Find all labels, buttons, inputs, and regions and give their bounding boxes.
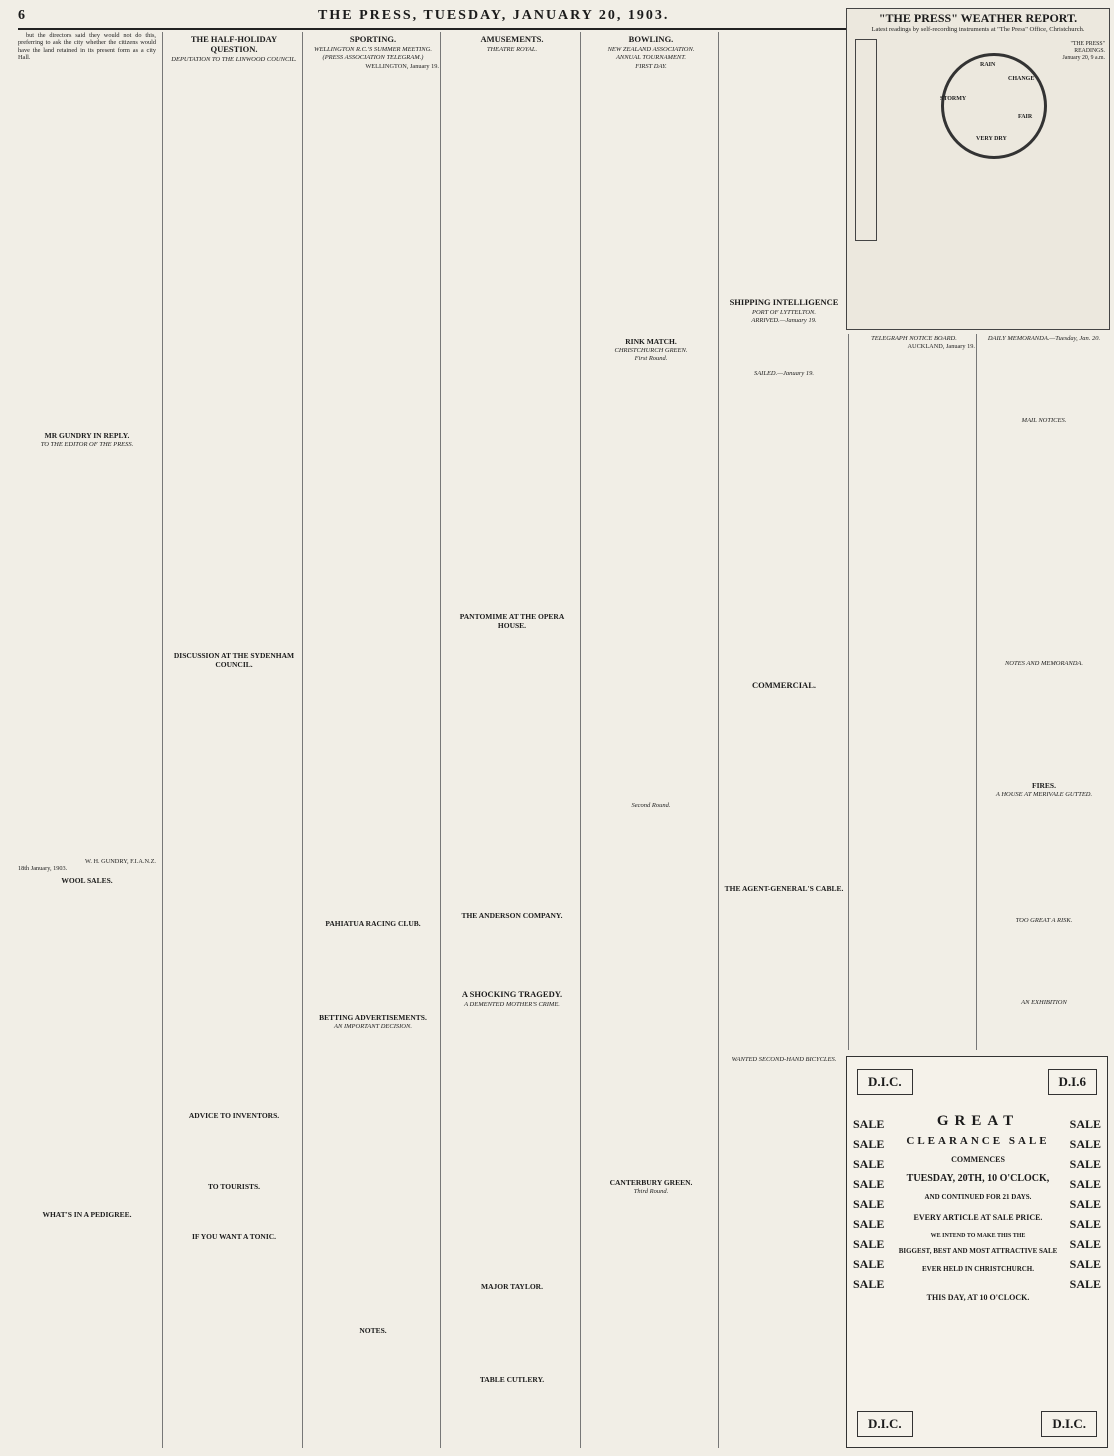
dial-label-fair: FAIR (1018, 114, 1033, 120)
risk-heading: TOO GREAT A RISK. (1015, 916, 1073, 924)
text-block (723, 378, 845, 677)
sale-word: SALE (853, 1137, 885, 1151)
text-block (981, 426, 1107, 660)
sale-word: SALE (1069, 1277, 1101, 1291)
dateline: WELLINGTON, January 19. (365, 62, 439, 70)
sailed-heading: SAILED.—January 19. (753, 370, 815, 378)
sale-word: SALE (853, 1117, 885, 1131)
weather-title: "THE PRESS" WEATHER REPORT. (878, 11, 1078, 25)
tournament-heading: ANNUAL TOURNAMENT. (615, 54, 687, 62)
agent-general-heading: THE AGENT-GENERAL'S CABLE. (724, 884, 844, 894)
text-block (981, 925, 1107, 998)
text-block (585, 71, 717, 334)
association-heading: NEW ZEALAND ASSOCIATION. (607, 46, 695, 53)
sale-word: SALE (853, 1237, 885, 1251)
weather-instruments (847, 33, 1109, 253)
column-7 (848, 334, 975, 1050)
text-block (18, 449, 156, 858)
sale-word: SALE (1069, 1177, 1101, 1191)
text-block (723, 32, 845, 295)
thermometer-icon (855, 39, 877, 241)
column-5 (580, 32, 717, 1448)
arrived-heading: ARRIVED.—January 19. (751, 316, 817, 324)
third-round: Third Round. (633, 1188, 669, 1196)
masthead-title: THE PRESS, TUESDAY, JANUARY 20, 1903. (318, 8, 670, 23)
sale-word: SALE (1069, 1237, 1101, 1251)
text-block (445, 54, 579, 609)
text-block (723, 894, 845, 1055)
theatre-heading: THEATRE ROYAL. (486, 46, 538, 53)
port-heading: PORT OF LYTTELTON. (752, 308, 816, 316)
text-block (723, 692, 845, 882)
column-6 (718, 32, 845, 1448)
letter-heading: MR GUNDRY IN REPLY. (44, 431, 130, 441)
tragedy-subheading: A DEMENTED MOTHER'S CRIME. (464, 1000, 560, 1008)
text-block (18, 886, 156, 1207)
sale-word: SALE (1069, 1257, 1101, 1271)
amusements-heading: AMUSEMENTS. (480, 34, 544, 44)
advert-intend: WE INTEND TO MAKE THIS THE (930, 1233, 1026, 1239)
meeting-heading: WELLINGTON R.C.'S SUMMER MEETING. (314, 46, 432, 53)
canterbury-heading: CANTERBURY GREEN. (609, 1178, 693, 1188)
rink-subheading: CHRISTCHURCH GREEN. (614, 346, 688, 354)
advert-clearance: CLEARANCE SALE (906, 1135, 1050, 1147)
first-day: FIRST DAY. (635, 62, 667, 70)
text-block (167, 670, 301, 1108)
pedigree-heading: WHAT'S IN A PEDIGREE. (42, 1209, 132, 1219)
dial-label-very-dry: VERY DRY (976, 136, 1007, 142)
auckland-dateline: AUCKLAND, January 19. (907, 343, 975, 351)
advert-great: GREAT (936, 1113, 1020, 1129)
dial-label-change: CHANGE (1008, 76, 1035, 82)
weather-report (846, 8, 1110, 330)
dic-advertisement (846, 1056, 1108, 1448)
shipping-heading: SHIPPING INTELLIGENCE (729, 296, 839, 307)
sale-word: SALE (1069, 1117, 1101, 1131)
inventors-heading: ADVICE TO INVENTORS. (188, 1110, 280, 1120)
sale-word: SALE (853, 1197, 885, 1211)
deputation-heading: DEPUTATION TO THE LINWOOD COUNCIL. (171, 56, 297, 63)
text-block (585, 363, 717, 801)
press-association: (PRESS ASSOCIATION TELEGRAM.) (322, 54, 424, 62)
text-block (981, 343, 1107, 416)
memoranda-heading: DAILY MEMORANDA.—Tuesday, Jan. 20. (987, 335, 1101, 342)
exhibition-heading: AN EXHIBITION (1021, 999, 1067, 1007)
barometer-dial-icon (941, 53, 1047, 159)
wool-heading: WOOL SALES. (61, 875, 113, 885)
second-round: Second Round. (631, 801, 671, 809)
advert-continued: AND CONTINUED FOR 21 DAYS. (924, 1193, 1032, 1201)
sale-word: SALE (1069, 1137, 1101, 1151)
advert-biggest: BIGGEST, BEST AND MOST ATTRACTIVE SALE (898, 1247, 1058, 1255)
sale-word: SALE (853, 1157, 885, 1171)
page-number: 6 (18, 8, 25, 23)
commercial-heading: COMMERCIAL. (752, 679, 816, 690)
text-block (307, 70, 439, 916)
telegraph-heading: TELEGRAPH NOTICE BOARD. (871, 335, 957, 342)
weather-subtitle: Latest readings by self-recording instruments at "The Press" Office, Christchurch. (871, 26, 1085, 33)
sale-word: SALE (853, 1257, 885, 1271)
dic-corner-br: D.I.C. (1041, 1411, 1097, 1437)
anderson-heading: THE ANDERSON COMPANY. (461, 911, 563, 921)
sale-word: SALE (1069, 1217, 1101, 1231)
pahiatua-heading: PAHIATUA RACING CLUB. (325, 919, 421, 929)
sale-word: SALE (1069, 1197, 1101, 1211)
sporting-heading: SPORTING. (349, 34, 397, 44)
readings-date: January 20, 9 a.m. (1062, 55, 1105, 61)
advert-every-article: EVERY ARTICLE AT SALE PRICE. (913, 1213, 1043, 1222)
tragedy-heading: A SHOCKING TRAGEDY. (461, 988, 563, 999)
readings-heading: "THE PRESS" READINGS. (1070, 41, 1105, 54)
betting-subheading: AN IMPORTANT DECISION. (334, 1022, 412, 1030)
betting-heading: BETTING ADVERTISEMENTS. (319, 1012, 427, 1022)
first-round: First Round. (634, 354, 668, 362)
sale-word: SALE (1069, 1157, 1101, 1171)
dic-corner-tr: D.I.6 (1048, 1069, 1097, 1095)
advert-ever-held: EVER HELD IN CHRISTCHURCH. (921, 1265, 1035, 1273)
column-intro: but the directors said they would not do this, preferring to ask the city whether the citizens would have the land retained in its present form as a city Hall. (18, 32, 156, 61)
bowling-heading: BOWLING. (628, 34, 674, 44)
column-8 (976, 334, 1107, 1050)
dial-label-rain: RAIN (980, 62, 996, 68)
bicycles-heading: WANTED SECOND-HAND BICYCLES. (731, 1055, 837, 1063)
text-block (18, 63, 156, 428)
text-block (167, 1192, 301, 1228)
text-block (981, 799, 1107, 916)
text-block (445, 921, 579, 987)
text-block (307, 1031, 439, 1323)
text-block (445, 631, 579, 908)
text-block (307, 929, 439, 1009)
advert-this-day: THIS DAY, AT 10 O'CLOCK. (926, 1293, 1030, 1302)
sale-word: SALE (853, 1177, 885, 1191)
dic-corner-tl: D.I.C. (857, 1069, 913, 1095)
fires-heading: FIRES. (1032, 780, 1056, 790)
tourists-heading: TO TOURISTS. (207, 1182, 261, 1192)
text-block (853, 351, 975, 1008)
text-block (167, 64, 301, 648)
tonic-heading: IF YOU WANT A TONIC. (191, 1231, 277, 1241)
column-4 (440, 32, 579, 1448)
column-3 (302, 32, 439, 1448)
weather-readings (1045, 41, 1105, 62)
letter-to: TO THE EDITOR OF THE PRESS. (40, 441, 134, 449)
column-2 (162, 32, 301, 1448)
notes-heading: NOTES. (359, 1325, 387, 1335)
rink-heading: RINK MATCH. (625, 336, 677, 346)
halfholiday-heading: THE HALF-HOLIDAY QUESTION. (190, 34, 278, 54)
text-block (445, 1292, 579, 1372)
letter-date: 18th January, 1903. (18, 865, 68, 873)
column-1 (18, 32, 156, 1448)
taylor-heading: MAJOR TAYLOR. (481, 1282, 543, 1292)
text-block (723, 325, 845, 369)
sydenham-heading: DISCUSSION AT THE SYDENHAM COUNCIL. (173, 651, 295, 670)
sale-word: SALE (853, 1277, 885, 1291)
letter-signature: W. H. GUNDRY, F.I.A.N.Z. (84, 857, 156, 865)
text-block (723, 1064, 845, 1122)
text-block (981, 668, 1107, 777)
text-block (167, 1121, 301, 1179)
cutlery-heading: TABLE CUTLERY. (479, 1375, 545, 1385)
sale-word: SALE (853, 1217, 885, 1231)
advert-date: TUESDAY, 20TH, 10 O'CLOCK, (906, 1173, 1050, 1184)
advert-commences: COMMENCES (951, 1155, 1005, 1164)
fire-subheading: A HOUSE AT MERIVALE GUTTED. (995, 790, 1093, 798)
text-block (445, 1009, 579, 1279)
mails-heading: MAIL NOTICES. (1021, 417, 1067, 425)
dial-label-stormy: STORMY (940, 96, 967, 102)
notes-memoranda-heading: NOTES AND MEMORANDA. (1004, 660, 1084, 668)
text-block (585, 810, 717, 1175)
dic-corner-bl: D.I.C. (857, 1411, 913, 1437)
pantomime-heading: PANTOMIME AT THE OPERA HOUSE. (459, 611, 565, 630)
